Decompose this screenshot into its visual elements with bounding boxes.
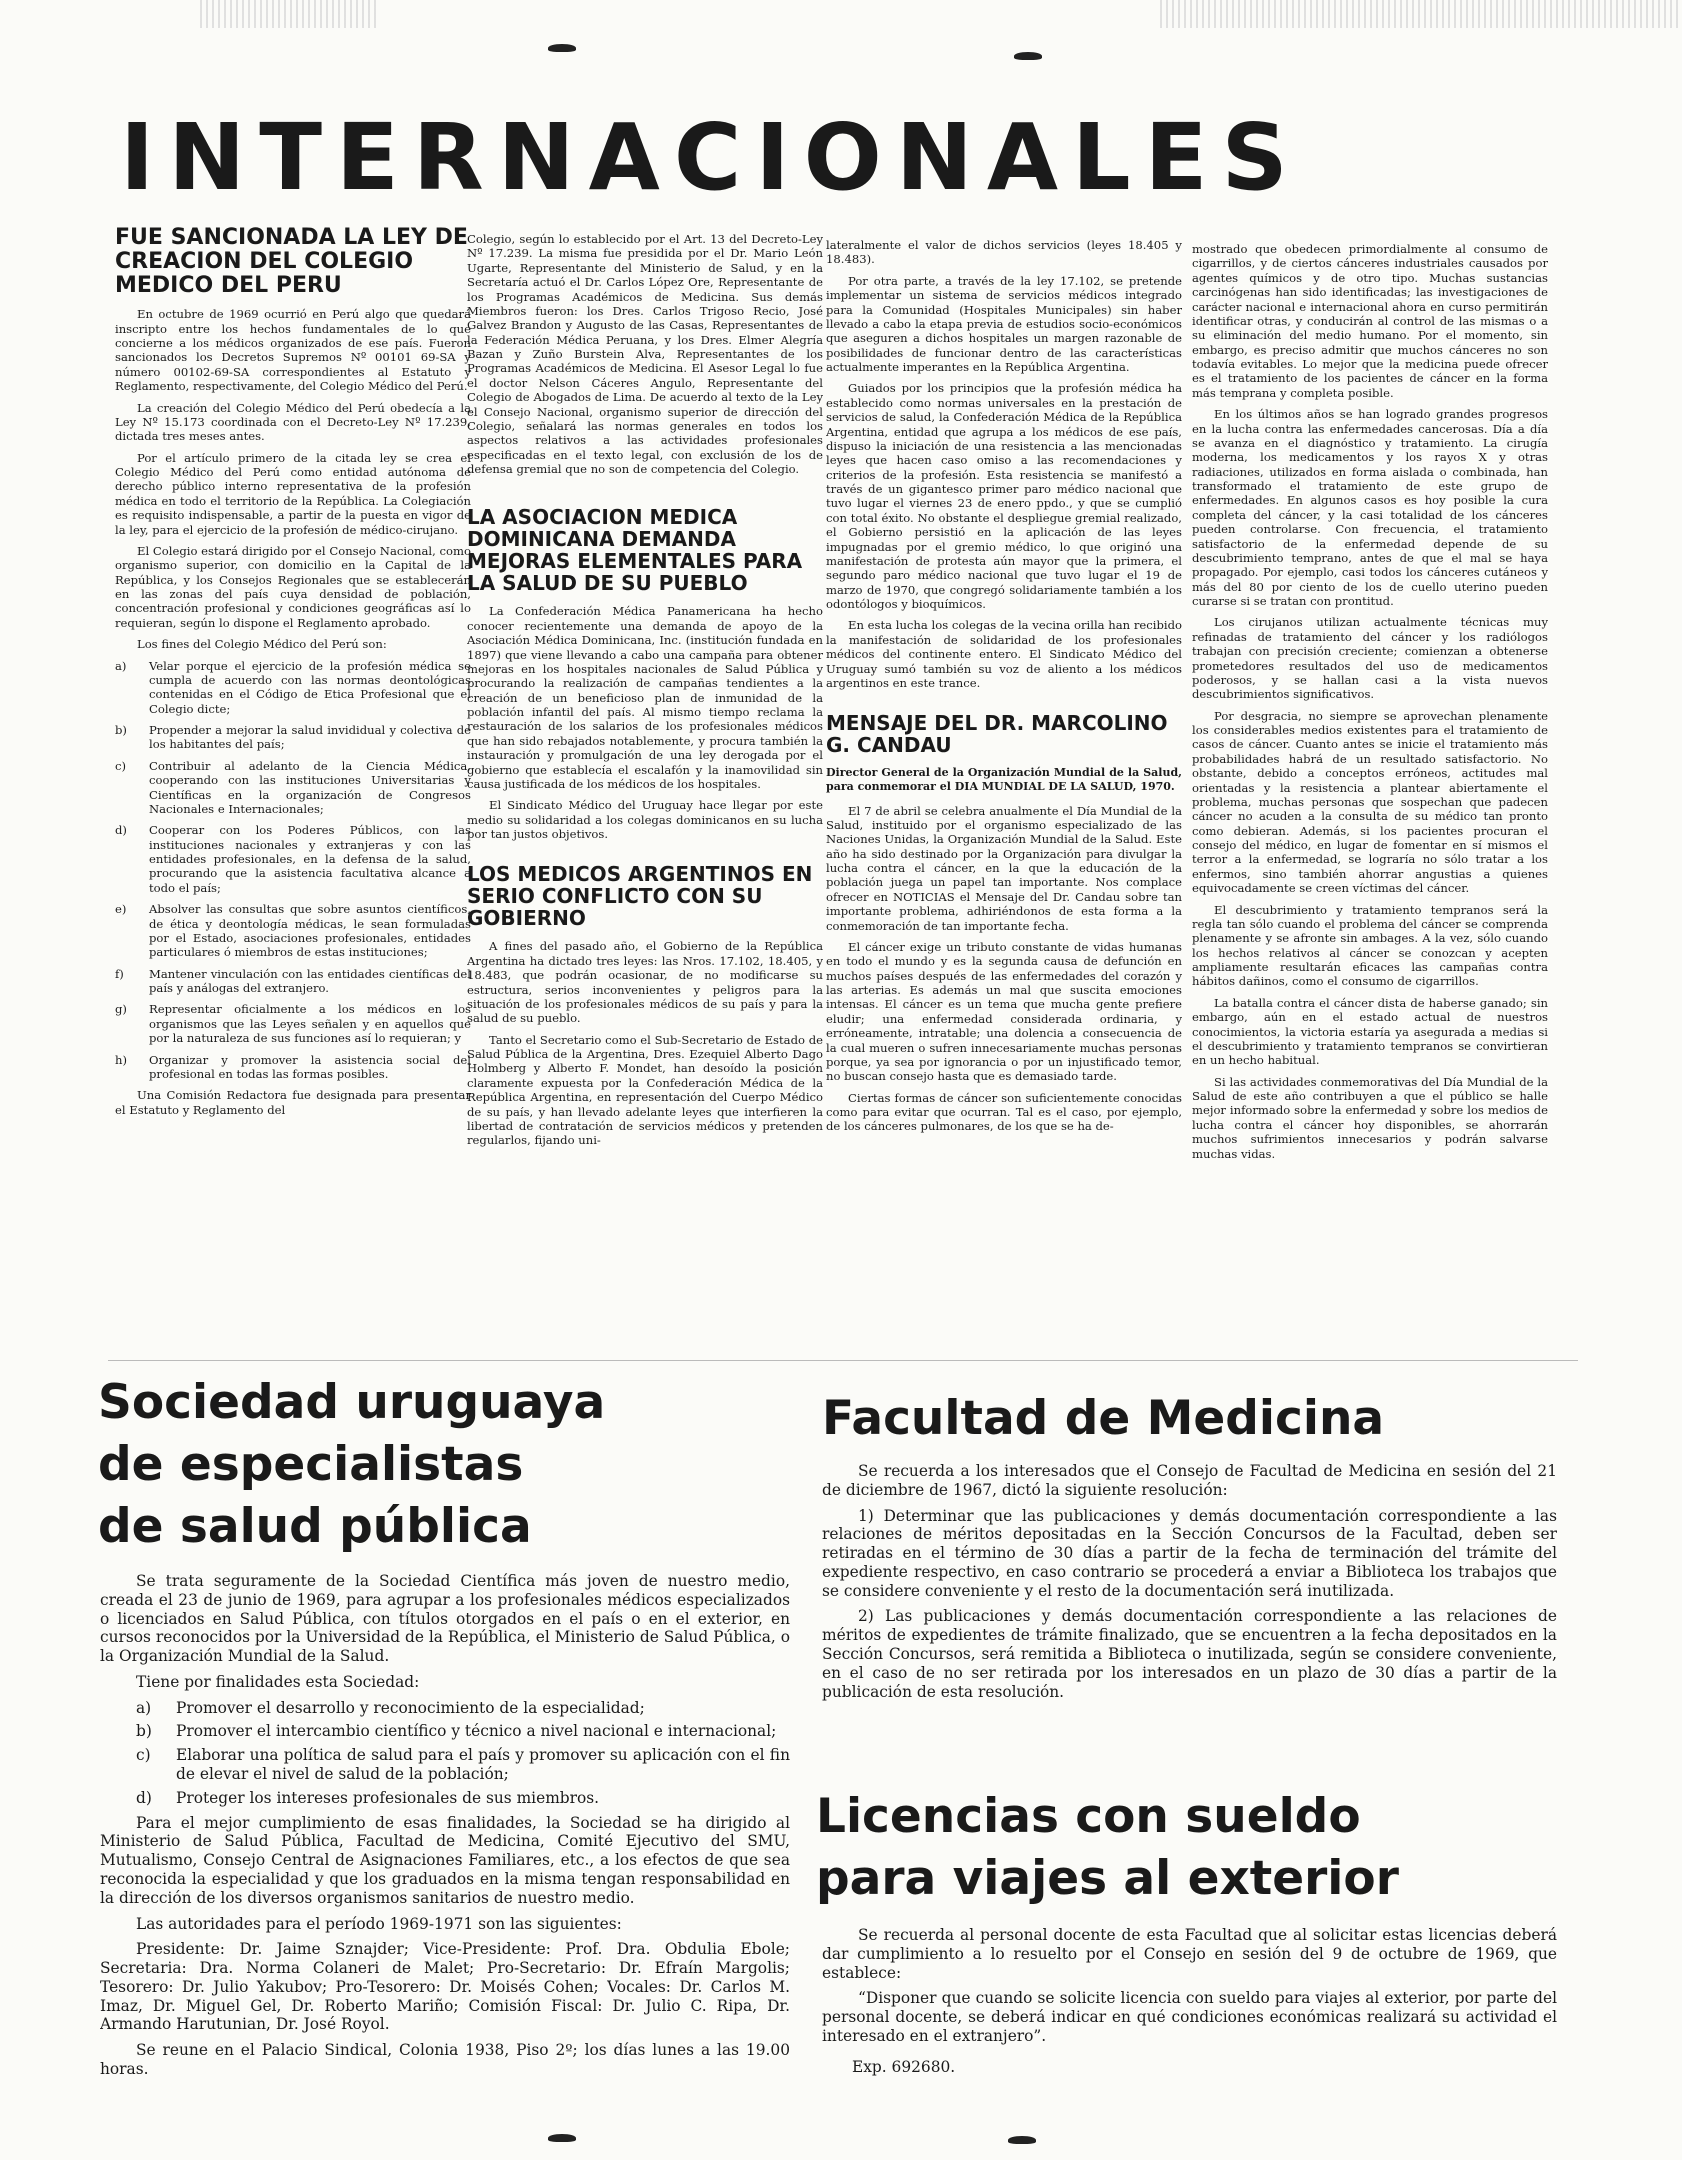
paragraph: Si las actividades conmemorativas del Día Mundial de la Salud de este año contribuyen a que el público se halle mejor informado sobre la enfermedad y sobre los medios de lucha contra el cáncer hoy disponibles, se ahorrarán muchos sufrimientos innecesarios y podrán salvarse muchas vidas. xyxy=(1192,1074,1548,1161)
paragraph: Presidente: Dr. Jaime Sznajder; Vice-Presidente: Prof. Dra. Obdulia Ebole; Secretaria: Dra. Norma Colaneri de Malet; Pro-Secretario: Dr. Efraín Margolis; Tesorero: Dr. Julio Yakubov; Pro-Tesorero: Dr. Moisés Cohen; Vocales: Dr. Carlos M. Imaz, Dr. Miguel Gel, Dr. Roberto Mariño; Comisión Fiscal: Dr. Julio C. Ripa, Dr. Armando Harutunian, Dr. José Royol. xyxy=(100,1940,790,2034)
paragraph: El Colegio estará dirigido por el Consejo Nacional, como organismo superior, con domicilio en la Capital de la República, y los Consejos Regionales que se establecerán en las zonas del país cuya densidad de población, concentración profesional y condiciones geográficas así lo requieran, según lo dispone el Reglamento aprobado. xyxy=(115,543,471,630)
headline-facultad-medicina: Facultad de Medicina xyxy=(822,1391,1385,1446)
paragraph: Ciertas formas de cáncer son suficientemente conocidas como para evitar que ocurran. Tal es el caso, por ejemplo, de los cánceres pulmonares, de los que se ha de- xyxy=(826,1090,1182,1134)
headline-line: de salud pública xyxy=(98,1499,532,1554)
list-text: Promover el desarrollo y reconocimiento de la especialidad; xyxy=(176,1698,645,1717)
paragraph: Por el artículo primero de la citada ley se crea el Colegio Médico del Perú como entidad autónoma de derecho público interno representativa de la profesión médica en todo el territorio de la República. La Colegiación es requisito indispensable, a partir de la puesta en vigor de la ley, para el ejercicio de la profesión de médico-cirujano. xyxy=(115,450,471,537)
paragraph: En esta lucha los colegas de la vecina orilla han recibido la manifestación de solidaridad de los profesionales médicos del continente entero. El Sindicato Médico del Uruguay sumó también su voz de aliento a los médicos argentinos en este trance. xyxy=(826,618,1182,690)
list-marker: a) xyxy=(115,658,127,673)
section-title: INTERNACIONALES xyxy=(120,104,1302,211)
headline-sociedad-uruguaya xyxy=(98,1372,605,1558)
fines-list xyxy=(115,659,471,1082)
registration-mark-top-right xyxy=(1014,52,1042,60)
list-item xyxy=(136,1746,790,1784)
licencias-body xyxy=(822,1926,1557,2116)
paragraph: La creación del Colegio Médico del Perú obedecía a la Ley Nº 15.173 coordinada con el Decreto-Ley Nº 17.239, dictada tres meses antes. xyxy=(115,400,471,444)
list-marker: d) xyxy=(136,1788,152,1807)
list-item xyxy=(115,1053,471,1082)
list-text: Proteger los intereses profesionales de sus miembros. xyxy=(176,1788,600,1807)
sociedad-body xyxy=(100,1572,790,2132)
paragraph: La Confederación Médica Panamericana ha hecho conocer recientemente una demanda de apoyo de la Asociación Médica Dominicana, Inc. (institución fundada en 1897) que viene llevando a cabo una campaña para obtener mejoras en los hospitales nacionales de Salud Pública y procurando la realización de campañas tendientes a la creación de un beneficioso plan de inmunidad de la población infantil del país. Al mismo tiempo reclama la restauración de los salarios de los profesionales médicos que han sido rebajados notablemente, y procura también la instauración y promulgación de una ley derogada por el gobierno que establecía el escalafón y la inamovilidad sin causa justificada de los médicos de los hospitales. xyxy=(467,604,823,791)
paragraph: A fines del pasado año, el Gobierno de la República Argentina ha dictado tres leyes: las Nros. 17.102, 18.405, y 18.483, que podrán ocasionar, de no modificarse su estructura, serios inconvenientes y peligros para la situación de los profesionales médicos de su país y para la salud de su pueblo. xyxy=(467,939,823,1026)
paragraph: Tanto el Secretario como el Sub-Secretario de Estado de Salud Pública de la Argentina, Dres. Ezequiel Alberto Dago Holmberg y Alberto F. Mondet, han desoído la posición claramente expuesta por la Confederación Médica de la República Argentina, en representación del Cuerpo Médico de su país, y han llevado adelante leyes que interfieren la libertad de contratación de servicios médicos y pretenden regularlos, fijando uni- xyxy=(467,1032,823,1148)
list-item xyxy=(115,723,471,752)
section-divider xyxy=(108,1360,1578,1361)
list-text: Organizar y promover la asistencia social del profesional en todas las formas posibles. xyxy=(149,1052,471,1081)
list-item xyxy=(136,1699,790,1718)
paragraph: Se trata seguramente de la Sociedad Científica más joven de nuestro medio, creada el 23 de junio de 1969, para agrupar a los profesionales médicos especializados o licenciados en Salud Pública, con títulos otorgados en el país o en el exterior, en cursos reconocidos por la Universidad de la República, el Ministerio de Salud Pública, o la Organización Mundial de la Salud. xyxy=(100,1572,790,1666)
list-marker: g) xyxy=(115,1002,127,1017)
paragraph: Guiados por los principios que la profesión médica ha establecido como normas universales en la prestación de servicios de salud, la Confederación Médica de la República Argentina, entidad que agrupa a los médicos de ese país, dispuso la iniciación de una resistencia a las mencionadas leyes que hacen caso omiso a las recomendaciones y criterios de la profesión. Esta resistencia se manifestó a través de un gigantesco primer paro médico nacional que tuvo lugar el viernes 23 de enero ppdo., y que se cumplió con total éxito. No obstante el despliegue gremial realizado, el Gobierno persistió en la aplicación de las leyes impugnadas por el gremio médico, lo que originó una manifestación de protesta aún mayor que la primera, el segundo paro médico nacional que tuvo lugar el 19 de marzo de 1970, que congregó solidariamente también a los odontólogos y bioquímicos. xyxy=(826,381,1182,611)
paragraph: Tiene por finalidades esta Sociedad: xyxy=(136,1672,420,1691)
list-item xyxy=(115,823,471,895)
list-marker: b) xyxy=(115,723,127,737)
paragraph: El cáncer exige un tributo constante de vidas humanas en todo el mundo y es la segunda causa de defunción en muchos países después de las enfermedades del corazón y las arterias. Es además un mal que suscita emociones intensas. El cáncer es un tema que mucha gente prefiere eludir; una enfermedad considerada ordinaria, y erróneamente, intratable; una dolencia a consecuencia de la cual mueren o sufren innecesariamente muchas personas porque, ya sea por ignorancia o por un injustificado temor, no buscan consejo hasta que es demasiado tarde. xyxy=(826,939,1182,1084)
paragraph: “Disponer que cuando se solicite licencia con sueldo para viajes al exterior, por parte del personal docente, se deberá indicar en qué condiciones económicas realizará su actividad el interesado en el extranjero”. xyxy=(822,1989,1557,2045)
paragraph: Los fines del Colegio Médico del Perú son: xyxy=(137,637,387,652)
list-marker: d) xyxy=(115,823,127,838)
registration-mark-top-left xyxy=(548,44,576,52)
paragraph: En los últimos años se han logrado grandes progresos en la lucha contra las enfermedades cancerosas. Día a día se avanza en el diagnóstico y tratamiento. La cirugía moderna, los medicamentos y los rayos X y otras radiaciones, utilizados en forma aislada o combinada, han transformado el tratamiento de este grupo de enfermedades. En algunos casos es hoy posible la cura completa del cáncer, y la casi totalidad de los cánceres pueden controlarse. Con frecuencia, el tratamiento satisfactorio de la enfermedad depende de su descubrimiento temprano, antes de que el mal se haya propagado. Por ejemplo, casi todos los cánceres cutáneos y más del 80 por ciento de los de cuello uterino pueden curarse si se tratan con prontitud. xyxy=(1192,407,1548,608)
list-item xyxy=(115,759,471,817)
paragraph: Para el mejor cumplimiento de esas finalidades, la Sociedad se ha dirigido al Ministerio de Salud Pública, Facultad de Medicina, Comité Ejecutivo del SMU, Mutualismo, Consejo Central de Asignaciones Familiares, etc., a los efectos de que sea reconocida la especialidad y que los graduados en la misma tengan responsabilidad en la dirección de los diversos organismos sanitarios de nuestro medio. xyxy=(100,1813,790,1907)
paragraph: Una Comisión Redactora fue designada para presentar el Estatuto y Reglamento del xyxy=(115,1088,471,1117)
column-1 xyxy=(115,220,471,1355)
facultad-body xyxy=(822,1462,1557,1782)
column-4 xyxy=(1192,242,1548,1377)
list-marker: a) xyxy=(136,1698,152,1717)
list-marker: c) xyxy=(115,758,127,773)
headline-mensaje-candau: MENSAJE DEL DR. MARCOLINO G. CANDAU xyxy=(826,711,1168,758)
paragraph: El 7 de abril se celebra anualmente el Día Mundial de la Salud, instituido por el organismo especializado de las Naciones Unidas, la Organización Mundial de la Salud. Este año ha sido destinado por la Organización para divulgar la lucha contra el cáncer, en la que la educación de la población juega un papel tan importante. Nos complace ofrecer en NOTICIAS el Mensaje del Dr. Candau sobre tan importante problema, adhiriéndonos de esta forma a la conmemoración de tan importante fecha. xyxy=(826,803,1182,933)
paragraph: Los cirujanos utilizan actualmente técnicas muy refinadas de tratamiento del cáncer y los radiólogos trabajan con precisión creciente; comienzan a obtenerse prometedores resultados del uso de medicamentos poderosos, y se hallan casi a la vista nuevos descubrimientos significativos. xyxy=(1192,615,1548,702)
paragraph: El descubrimiento y tratamiento tempranos será la regla tan sólo cuando el problema del cáncer se comprenda plenamente y se afronte sin ambages. A la vez, sólo cuando los hechos relativos al cáncer se conozcan y acepten ampliamente resultarán eficaces las campañas contra hábitos dañinos, como el consumo de cigarrillos. xyxy=(1192,902,1548,989)
paragraph: Colegio, según lo establecido por el Art. 13 del Decreto-Ley Nº 17.239. La misma fue presidida por el Dr. Mario León Ugarte, Representante del Ministerio de Salud, y en la Secretaría actuó el Dr. Carlos López Ore, Representante de los Programas Académicos de Medicina. Sus demás Miembros fueron: los Dres. Carlos Trigoso Recio, José Galvez Brandon y Augusto de las Casas, Representantes de la Federación Médica Peruana, y los Dres. Elmer Alegría Bazan y Zuño Burstein Alva, Representantes de los Programas Académicos de Medicina. El Asesor Legal lo fue el doctor Nelson Cáceres Angulo, Representante del Colegio de Abogados de Lima. De acuerdo al texto de la Ley el Consejo Nacional, organismo superior de dirección del Colegio, señalará las normas generales en todos los aspectos relativos a las actividades profesionales especificadas en el texto legal, con exclusión de los de defensa gremial que no son de competencia del Colegio. xyxy=(467,232,823,476)
list-text: Propender a mejorar la salud invididual y colectiva de los habitantes del país; xyxy=(149,723,471,752)
headline-licencias xyxy=(816,1786,1399,1910)
headline-asociacion-dominicana: LA ASOCIACION MEDICA DOMINICANA DEMANDA MEJORAS ELEMENTALES PARA LA SALUD DE SU PUEBLO xyxy=(467,505,803,596)
headline-line: para viajes al exterior xyxy=(816,1851,1399,1906)
list-text: Mantener vinculación con las entidades científicas del país y análogas del extranjero. xyxy=(149,966,471,995)
column-2 xyxy=(467,232,823,1367)
paragraph: Las autoridades para el período 1969-1971 son las siguientes: xyxy=(136,1914,622,1933)
headline-medicos-argentinos: LOS MEDICOS ARGENTINOS EN SERIO CONFLICTO CON SU GOBIERNO xyxy=(467,862,813,931)
paragraph: 1) Determinar que las publicaciones y demás documentación correspondiente a las relaciones de méritos depositadas en la Sección Concursos de la Facultad, deben ser retiradas en el término de 30 días a partir de la fecha de terminación del trámite del expediente respectivo, en caso contrario se procederá a enviar a Biblioteca los trabajos que se considere conveniente y el resto de la documentación será inutilizada. xyxy=(822,1506,1557,1600)
list-item xyxy=(115,659,471,717)
headline-colegio-medico-peru: FUE SANCIONADA LA LEY DE CREACION DEL COLEGIO MEDICO DEL PERU xyxy=(115,225,468,298)
scan-noise-right xyxy=(1160,0,1680,28)
registration-mark-bottom-right xyxy=(1008,2136,1036,2144)
headline-line: Licencias con sueldo xyxy=(816,1789,1361,1844)
headline-line: Sociedad uruguaya xyxy=(98,1375,606,1430)
list-text: Representar oficialmente a los médicos en los organismos que las Leyes señalen y en aquellos que por la naturaleza de sus funciones así lo requieran; y xyxy=(149,1002,471,1046)
list-marker: h) xyxy=(115,1052,127,1067)
paragraph: En octubre de 1969 ocurrió en Perú algo que quedará inscripto entre los hechos fundamentales de lo que concierne a los médicos organizados de ese país. Fueron sancionados los Decretos Supremos Nº 00101 69-SA y número 00102-69-SA correspondientes al Estatuto y Reglamento, respectivamente, del Colegio Médico del Perú. xyxy=(115,307,471,394)
list-marker: c) xyxy=(136,1746,151,1765)
paragraph: La batalla contra el cáncer dista de haberse ganado; sin embargo, aún en el estado actual de nuestros conocimientos, la victoria estaría ya asegurada a medias si el descubrimiento y tratamiento tempranos se convirtieran en un hecho habitual. xyxy=(1192,995,1548,1068)
finalidades-list xyxy=(100,1699,790,1808)
list-text: Cooperar con los Poderes Públicos, con las instituciones nacionales y extranjeras y con las entidades profesionales, en la defensa de la salud, procurando que la asistencia facultativa alcance a todo el país; xyxy=(149,823,471,895)
list-text: Velar porque el ejercicio de la profesión médica se cumpla de acuerdo con las normas deontológicas contenidas en el Código de Etica Profesional que el Colegio dicte; xyxy=(149,658,471,716)
list-item xyxy=(136,1722,790,1741)
paragraph: lateralmente el valor de dichos servicios (leyes 18.405 y 18.483). xyxy=(826,238,1182,267)
list-item xyxy=(115,1002,471,1045)
paragraph: Se recuerda al personal docente de esta Facultad que al solicitar estas licencias deberá dar cumplimiento a lo resuelto por el Consejo en sesión del 9 de octubre de 1969, que establece: xyxy=(822,1926,1557,1982)
paragraph: Se recuerda a los interesados que el Consejo de Facultad de Medicina en sesión del 21 de diciembre de 1967, dictó la siguiente resolución: xyxy=(822,1462,1557,1499)
list-marker: e) xyxy=(115,902,127,917)
subheading-candau: Director General de la Organización Mundial de la Salud, para conmemorar el DIA MUNDIAL DE LA SALUD, 1970. xyxy=(826,766,1182,793)
list-marker: b) xyxy=(136,1722,152,1741)
list-item xyxy=(115,902,471,960)
registration-mark-bottom-left xyxy=(548,2134,576,2142)
paragraph: El Sindicato Médico del Uruguay hace llegar por este medio su solidaridad a los colegas dominicanos en su lucha por tan justos objetivos. xyxy=(467,798,823,841)
scan-noise-left xyxy=(200,0,380,28)
list-item xyxy=(115,967,471,996)
list-item xyxy=(136,1789,790,1808)
list-marker: f) xyxy=(115,966,124,981)
column-3 xyxy=(826,238,1182,1373)
headline-line: de especialistas xyxy=(98,1437,524,1492)
expediente-number: Exp. 692680. xyxy=(852,2057,956,2076)
paragraph: 2) Las publicaciones y demás documentación correspondiente a las relaciones de méritos de expedientes de trámite finalizado, que se encuentren a la fecha depositados en la Sección Concursos, será remitida a Biblioteca o inutilizada, según se considere conveniente, en el caso de no ser retirada por los interesados en un plazo de 30 días a partir de la publicación de esta resolución. xyxy=(822,1607,1557,1701)
list-text: Elaborar una política de salud para el país y promover su aplicación con el fin de elevar el nivel de salud de la población; xyxy=(176,1746,790,1784)
paragraph: Por desgracia, no siempre se aprovechan plenamente los considerables medios existentes para el tratamiento de casos de cáncer. Cuanto antes se inicie el tratamiento más probabilidades habrá de un resultado satisfactorio. No obstante, debido a conceptos erróneos, actitudes mal orientadas y la resistencia a plantear abiertamente el problema, muchas personas que sospechan que padecen cáncer no acuden a la consulta de su médico tan pronto como debieran. Además, si los pacientes procuran el consejo del médico, en lugar de fomentar en sí mismos el terror a la enfermedad, se lograría no sólo tratar a los enfermos, sino también ahorrar angustias a quienes equivocadamente se creen víctimas del cáncer. xyxy=(1192,708,1548,896)
list-text: Promover el intercambio científico y técnico a nivel nacional e internacional; xyxy=(176,1722,777,1741)
list-text: Contribuir al adelanto de la Ciencia Médica, cooperando con las instituciones Universitarias y Científicas en la organización de Congresos Nacionales e Internacionales; xyxy=(149,758,471,816)
paragraph: mostrado que obedecen primordialmente al consumo de cigarrillos, y de ciertos cánceres industriales causados por agentes químicos y de otro tipo. Muchas sustancias carcinógenas han sido identificadas; las investigaciones de carácter nacional e internacional ahora en curso permitirán identificar otras, y conducirán al control de las mismas o a su eliminación del medio humano. Por el momento, sin embargo, es preciso admitir que muchos cánceres no son todavía evitables. Lo mejor que la medicina puede ofrecer es el tratamiento de los pacientes de cáncer en la forma más temprana y completa posible. xyxy=(1192,242,1548,400)
paragraph: Se reune en el Palacio Sindical, Colonia 1938, Piso 2º; los días lunes a las 19.00 horas. xyxy=(100,2041,790,2078)
list-text: Absolver las consultas que sobre asuntos científicos, de ética y deontología médicas, le sean formuladas por el Estado, asociaciones profesionales, entidades particulares ó miembros de estas instituciones; xyxy=(149,902,471,960)
paragraph: Por otra parte, a través de la ley 17.102, se pretende implementar un sistema de servicios médicos integrado para la Comunidad (Hospitales Municipales) sin haber llevado a cabo la etapa previa de estudios socio-económicos que aseguren a dichos hospitales un margen razonable de posibilidades de funcionar dentro de las características actualmente imperantes en la República Argentina. xyxy=(826,273,1182,374)
